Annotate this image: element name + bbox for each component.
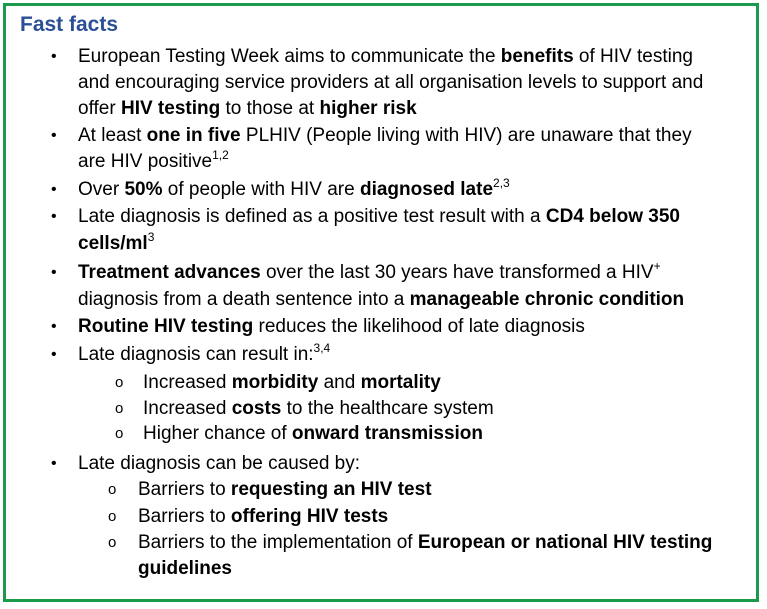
bullet-icon: • (51, 346, 57, 363)
sub-bullet-icon: o (108, 481, 117, 498)
bullet-icon: • (51, 264, 57, 281)
fact-text-line (78, 453, 360, 475)
bold-text: HIV testing (120, 98, 221, 119)
sub-bullet-icon: o (108, 508, 117, 525)
text-run: diagnosis from a death sentence into a (78, 289, 410, 310)
fact-text-line (78, 175, 510, 201)
bold-text: requesting an HIV test (230, 479, 432, 500)
fact-text-line (143, 372, 441, 394)
bold-text: higher risk (319, 98, 417, 119)
text-run: Barriers to (138, 506, 231, 527)
bold-text: offering HIV tests (230, 506, 389, 527)
text-run: and (318, 372, 361, 393)
sub-bullet-icon: o (115, 374, 124, 391)
text-run: of people with HIV are (162, 179, 360, 200)
fact-text-line (78, 147, 229, 173)
bold-text: diagnosed late (359, 179, 494, 200)
superscript-ref: 1,2 (212, 147, 229, 162)
bullet-icon: • (51, 208, 57, 225)
fact-text-line (138, 479, 432, 501)
fact-text-line (78, 72, 703, 94)
bold-text: costs (231, 398, 282, 419)
text-run: European Testing Week aims to communicate the (78, 46, 501, 67)
bold-text: manageable chronic condition (409, 289, 685, 310)
fact-text-line (78, 340, 331, 366)
bold-text: CD4 below 350 (545, 206, 680, 227)
fact-text-line (138, 558, 232, 580)
text-run: and encouraging service providers at all organisation levels to support and (78, 72, 704, 93)
fast-facts-title: Fast facts (20, 13, 119, 36)
sub-bullet-icon: o (115, 425, 124, 442)
fact-text-line (78, 125, 692, 147)
text-run: over the last 30 years have transformed a HIV (260, 262, 654, 283)
bold-text: guidelines (138, 558, 232, 579)
text-run: to those at (220, 98, 320, 119)
bold-text: 50% (124, 179, 163, 200)
bold-text: Routine HIV testing (78, 316, 254, 337)
text-run: Over (78, 179, 125, 200)
text-run: At least (78, 125, 147, 146)
text-run: Barriers to the implementation of (138, 532, 418, 553)
text-run: offer (78, 98, 121, 119)
fast-facts-box (3, 3, 759, 602)
fact-text-line (78, 289, 684, 311)
fact-text-line (143, 423, 483, 445)
text-run: Increased (143, 372, 232, 393)
text-run: Increased (143, 398, 232, 419)
text-run: reduces the likelihood of late diagnosis (253, 316, 585, 337)
bullet-icon: • (51, 318, 57, 335)
fact-text-line (138, 532, 712, 554)
bold-text: European or national HIV testing (417, 532, 713, 553)
text-run: Late diagnosis can be caused by: (78, 453, 361, 474)
fact-text-line (143, 398, 494, 420)
sub-bullet-icon: o (108, 534, 117, 551)
bold-text: cells/ml (78, 233, 148, 254)
fact-text-line (78, 46, 693, 68)
text-run: to the healthcare system (281, 398, 494, 419)
bold-text: morbidity (231, 372, 319, 393)
bullet-icon: • (51, 181, 57, 198)
superscript-ref: + (653, 258, 661, 273)
superscript-ref: 3,4 (313, 340, 331, 355)
bold-text: one in five (146, 125, 241, 146)
bold-text: mortality (360, 372, 441, 393)
fact-text-line (78, 206, 680, 228)
bullet-icon: • (51, 455, 57, 472)
fact-text-line (138, 506, 388, 528)
text-run: Late diagnosis can result in: (78, 344, 314, 365)
superscript-ref: 3 (147, 229, 155, 244)
text-run: are HIV positive (78, 151, 213, 172)
fact-text-line (78, 98, 417, 120)
text-run: Higher chance of (143, 423, 292, 444)
bold-text: benefits (500, 46, 574, 67)
text-run: Late diagnosis is defined as a positive test result with a (78, 206, 546, 227)
sub-bullet-icon: o (115, 400, 124, 417)
bold-text: onward transmission (291, 423, 484, 444)
superscript-ref: 2,3 (493, 175, 510, 190)
text-run: of HIV testing (573, 46, 693, 67)
bullet-icon: • (51, 127, 57, 144)
text-run: Barriers to (138, 479, 231, 500)
bold-text: Treatment advances (78, 262, 261, 283)
fact-text-line (78, 316, 585, 338)
fact-text-line (78, 258, 661, 284)
bullet-icon: • (51, 48, 57, 65)
fact-text-line (78, 229, 155, 255)
text-run: PLHIV (People living with HIV) are unaware that they (240, 125, 692, 146)
